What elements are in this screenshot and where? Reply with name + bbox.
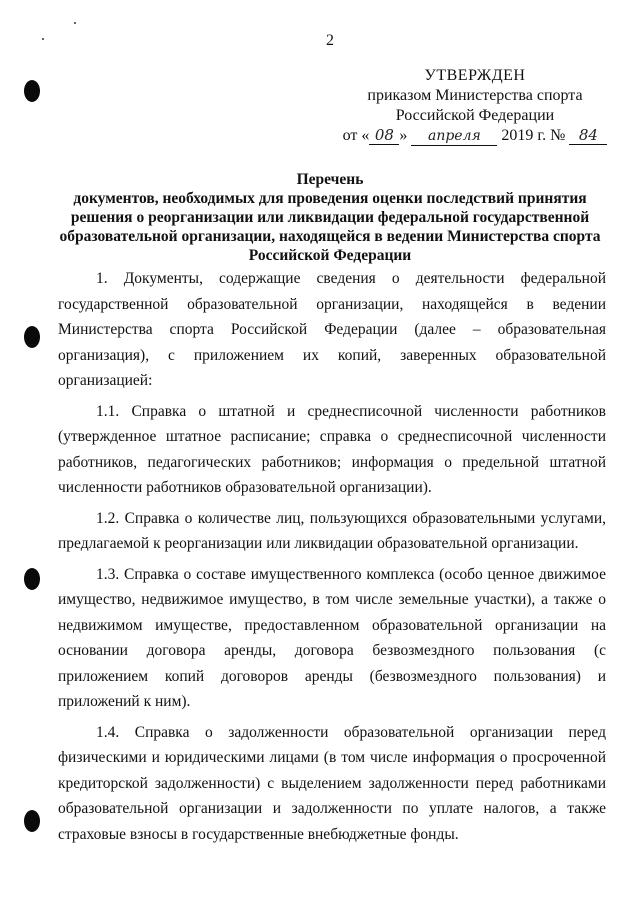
approval-order-line: приказом Министерства спорта — [367, 87, 583, 104]
page-number: 2 — [326, 32, 334, 49]
punch-hole-3 — [24, 568, 40, 590]
title-subheading: документов, необходимых для проведения оценки последствий принятия решения о реорганизации или ликвидации федеральной государственной образовательной организации, находящейся в ведении Министерства спорта Российской Федерации — [59, 190, 601, 264]
punch-hole-2 — [24, 326, 40, 348]
paragraph-1: 1. Документы, содержащие сведения о деятельности федеральной государственной образовательной организации, находящейся в ведении Министерства спорта Российской Федерации (далее – образовательная организация), с приложением их копий, заверенных образовательной организацией: — [58, 270, 606, 389]
paragraph-1-1: 1.1. Справка о штатной и среднесписочной численности работников (утвержденное штатное расписание; справка о среднесписочной численности работников, педагогических работников; информация о предельной штатной численности работников образовательной организации). — [58, 402, 606, 496]
paragraph-1-3: 1.3. Справка о составе имущественного комплекса (особо ценное движимое имущество, недвижимое имущество, в том числе земельные участки), а также о недвижимом имуществе, предоставленном образовательной организации на основании договора аренды, договора безвозмездного пользования (с приложением копий договоров аренды (безвозмездного пользования) и приложений к ним). — [58, 565, 606, 710]
paragraph-1-2: 1.2. Справка о количестве лиц, пользующихся образовательными услугами, предлагаемой к реорганизации или ликвидации образовательной организации. — [58, 509, 606, 552]
document-body — [58, 266, 606, 852]
approval-date-line — [330, 126, 620, 146]
title-heading: Перечень — [296, 171, 364, 188]
order-number-handwritten: 84 — [569, 127, 607, 145]
punch-hole-1 — [24, 80, 40, 102]
date-prefix: от « — [342, 127, 370, 144]
punch-hole-4 — [24, 810, 40, 832]
scan-speck — [74, 22, 76, 24]
date-mid: » — [399, 127, 408, 144]
approval-federation-line: Российской Федерации — [395, 107, 555, 124]
document-title — [50, 170, 610, 265]
approval-stamp-block — [330, 66, 620, 146]
date-day-handwritten: 08 — [369, 127, 399, 145]
date-year: 2019 г. № — [501, 127, 566, 144]
approved-label: УТВЕРЖДЕН — [424, 67, 526, 84]
date-month-handwritten: апреля — [411, 128, 497, 146]
paragraph-1-4: 1.4. Справка о задолженности образовательной организации перед физическими и юридическими лицами (в том числе информация о просроченной кредиторской задолженности) с выделением задолженности перед работниками образовательной организации и задолженности по уплате налогов, а также страховые взносы в государственные внебюджетные фонды. — [58, 723, 606, 843]
